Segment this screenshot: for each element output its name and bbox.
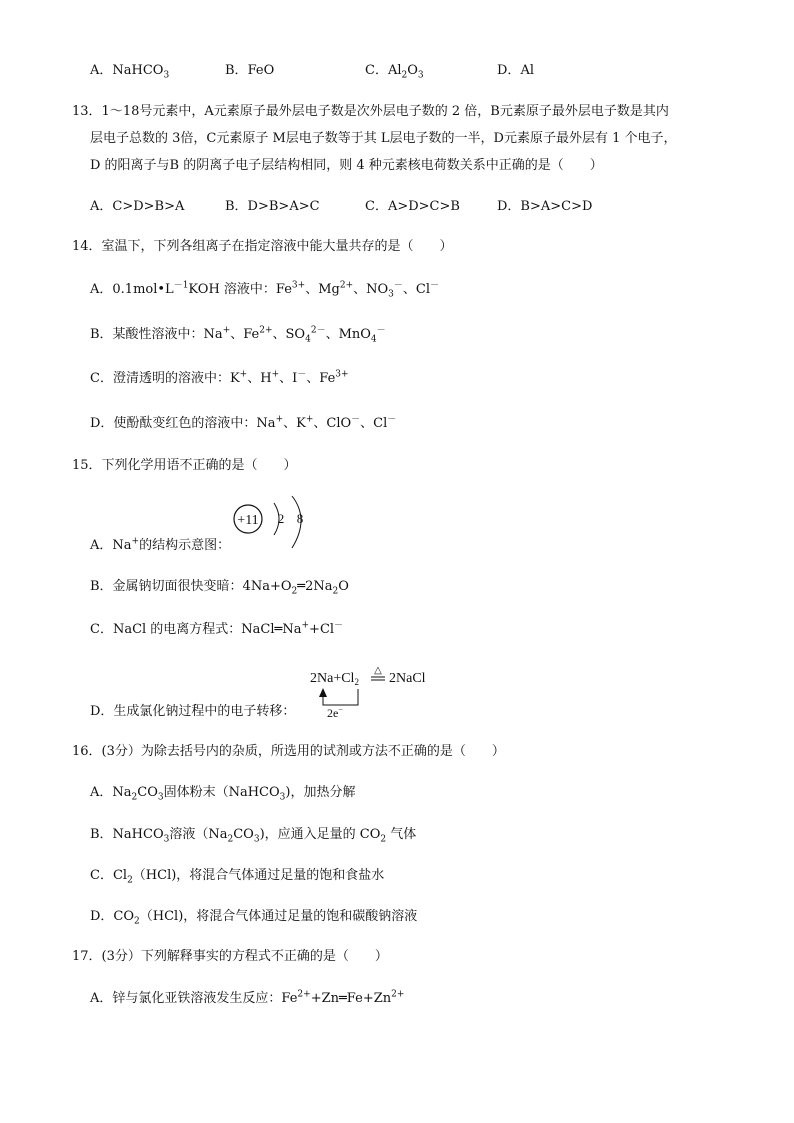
q16-option-a: A．$Na_2CO_3$固体粉末（NaHCO$_3$)，加热分解 — [90, 785, 356, 803]
q15-option-d: D．生成氯化钠过程中的电子转移： — [90, 704, 296, 719]
q17-stem: 17．(3分）下列解释事实的方程式不正确的是（ ） — [72, 949, 388, 964]
q14-option-c: C．澄清透明的溶液中：K+、H+、I－、$Fe^{3+}$ — [90, 369, 349, 386]
q16-option-c: C．$Cl_2(HCl)$，将混合气体通过足量的饱和食盐水 — [90, 868, 385, 886]
electron-transfer-equation — [305, 663, 445, 719]
equation-left: $2Na+Cl_2$ — [310, 671, 359, 687]
transfer-bracket — [323, 689, 358, 705]
q14-option-d: D．使酚酞变红色的溶液中：Na+、K+、ClO－、Cl－ — [90, 414, 397, 431]
shell-2-count: 8 — [296, 511, 304, 526]
q12-option-c — [365, 62, 424, 80]
q15-option-c: C．NaCl 的电离方程式：NaCl═Na++Cl－ — [90, 620, 344, 637]
option-text: Al — [520, 63, 534, 78]
q16-option-b: B．NaHCO$_3$溶液$(Na_2CO_3)$，应通入足量的 $CO_2$ 气体 — [90, 827, 417, 845]
q13-line-2: 层电子总数的 3倍，C元素原子 M层电子数等于其 L层电子数的一半，D元素原子最外层有 1 个电子， — [90, 131, 677, 146]
q14-option-a: A．$0.1mol•L^{-1}KOH$ 溶液中：$Fe^{3+}$、$Mg^{2+}$、$NO_3^-$、Cl－ — [90, 280, 440, 300]
transfer-electrons: 2e− — [327, 705, 343, 719]
nucleus-charge: +11 — [237, 513, 259, 528]
q14-option-b: B．某酸性溶液中：Na+、$Fe^{2+}$、$SO_4^{2-}$、MnO$_4$－ — [90, 325, 386, 345]
shell-1-count: 2 — [277, 511, 285, 526]
q12-option-a — [90, 62, 169, 80]
option-label: B． — [225, 63, 248, 78]
q13-option-c: C．A>D>C>B — [365, 199, 460, 214]
q16-option-d: D．$CO_2(HCl)$，将混合气体通过足量的饱和碳酸钠溶液 — [90, 909, 418, 927]
q13-option-a: A．C>D>B>A — [90, 199, 185, 214]
q15-option-b: B．金属钠切面很快变暗：$4Na+O_2═2Na_2O$ — [90, 579, 349, 597]
option-text: NaHCO$_3$ — [112, 63, 170, 81]
q15-stem: 15．下列化学用语不正确的是（ ） — [72, 458, 297, 473]
heat-condition: △ — [374, 665, 382, 676]
option-label: A． — [90, 63, 113, 78]
q12-option-d — [497, 62, 534, 80]
q13-line-3: D 的阳离子与B 的阴离子电子层结构相同，则 4 种元素核电荷数关系中正确的是（ ） — [90, 158, 603, 173]
option-label: D． — [497, 63, 521, 78]
q15-option-a: A．Na+的结构示意图： — [90, 536, 231, 553]
q16-stem: 16．(3分）为除去括号内的杂质，所选用的试剂或方法不正确的是（ ） — [72, 744, 505, 759]
option-label: C． — [365, 63, 388, 78]
q14-stem: 14．室温下，下列各组离子在指定溶液中能大量共存的是（ ） — [72, 239, 453, 254]
q17-option-a: A．锌与氯化亚铁溶液发生反应：$Fe^{2+}+Zn═Fe+Zn^{2+}$ — [90, 989, 405, 1006]
option-text: $Al_2O_3$ — [387, 63, 424, 81]
q13-line-1: 13．1～18号元素中，A元素原子最外层电子数是次外层电子数的 2 倍，B元素原子最外层电子数是其内 — [72, 104, 669, 119]
q12-option-b — [225, 62, 274, 80]
equation-right: 2NaCl — [389, 671, 426, 686]
transfer-arrow-head — [319, 688, 327, 697]
q13-option-d: D．B>A>C>D — [497, 199, 593, 214]
q13-option-b: B．D>B>A>C — [225, 199, 320, 214]
option-text: FeO — [247, 63, 275, 78]
sodium-ion-structure-diagram — [228, 492, 318, 554]
